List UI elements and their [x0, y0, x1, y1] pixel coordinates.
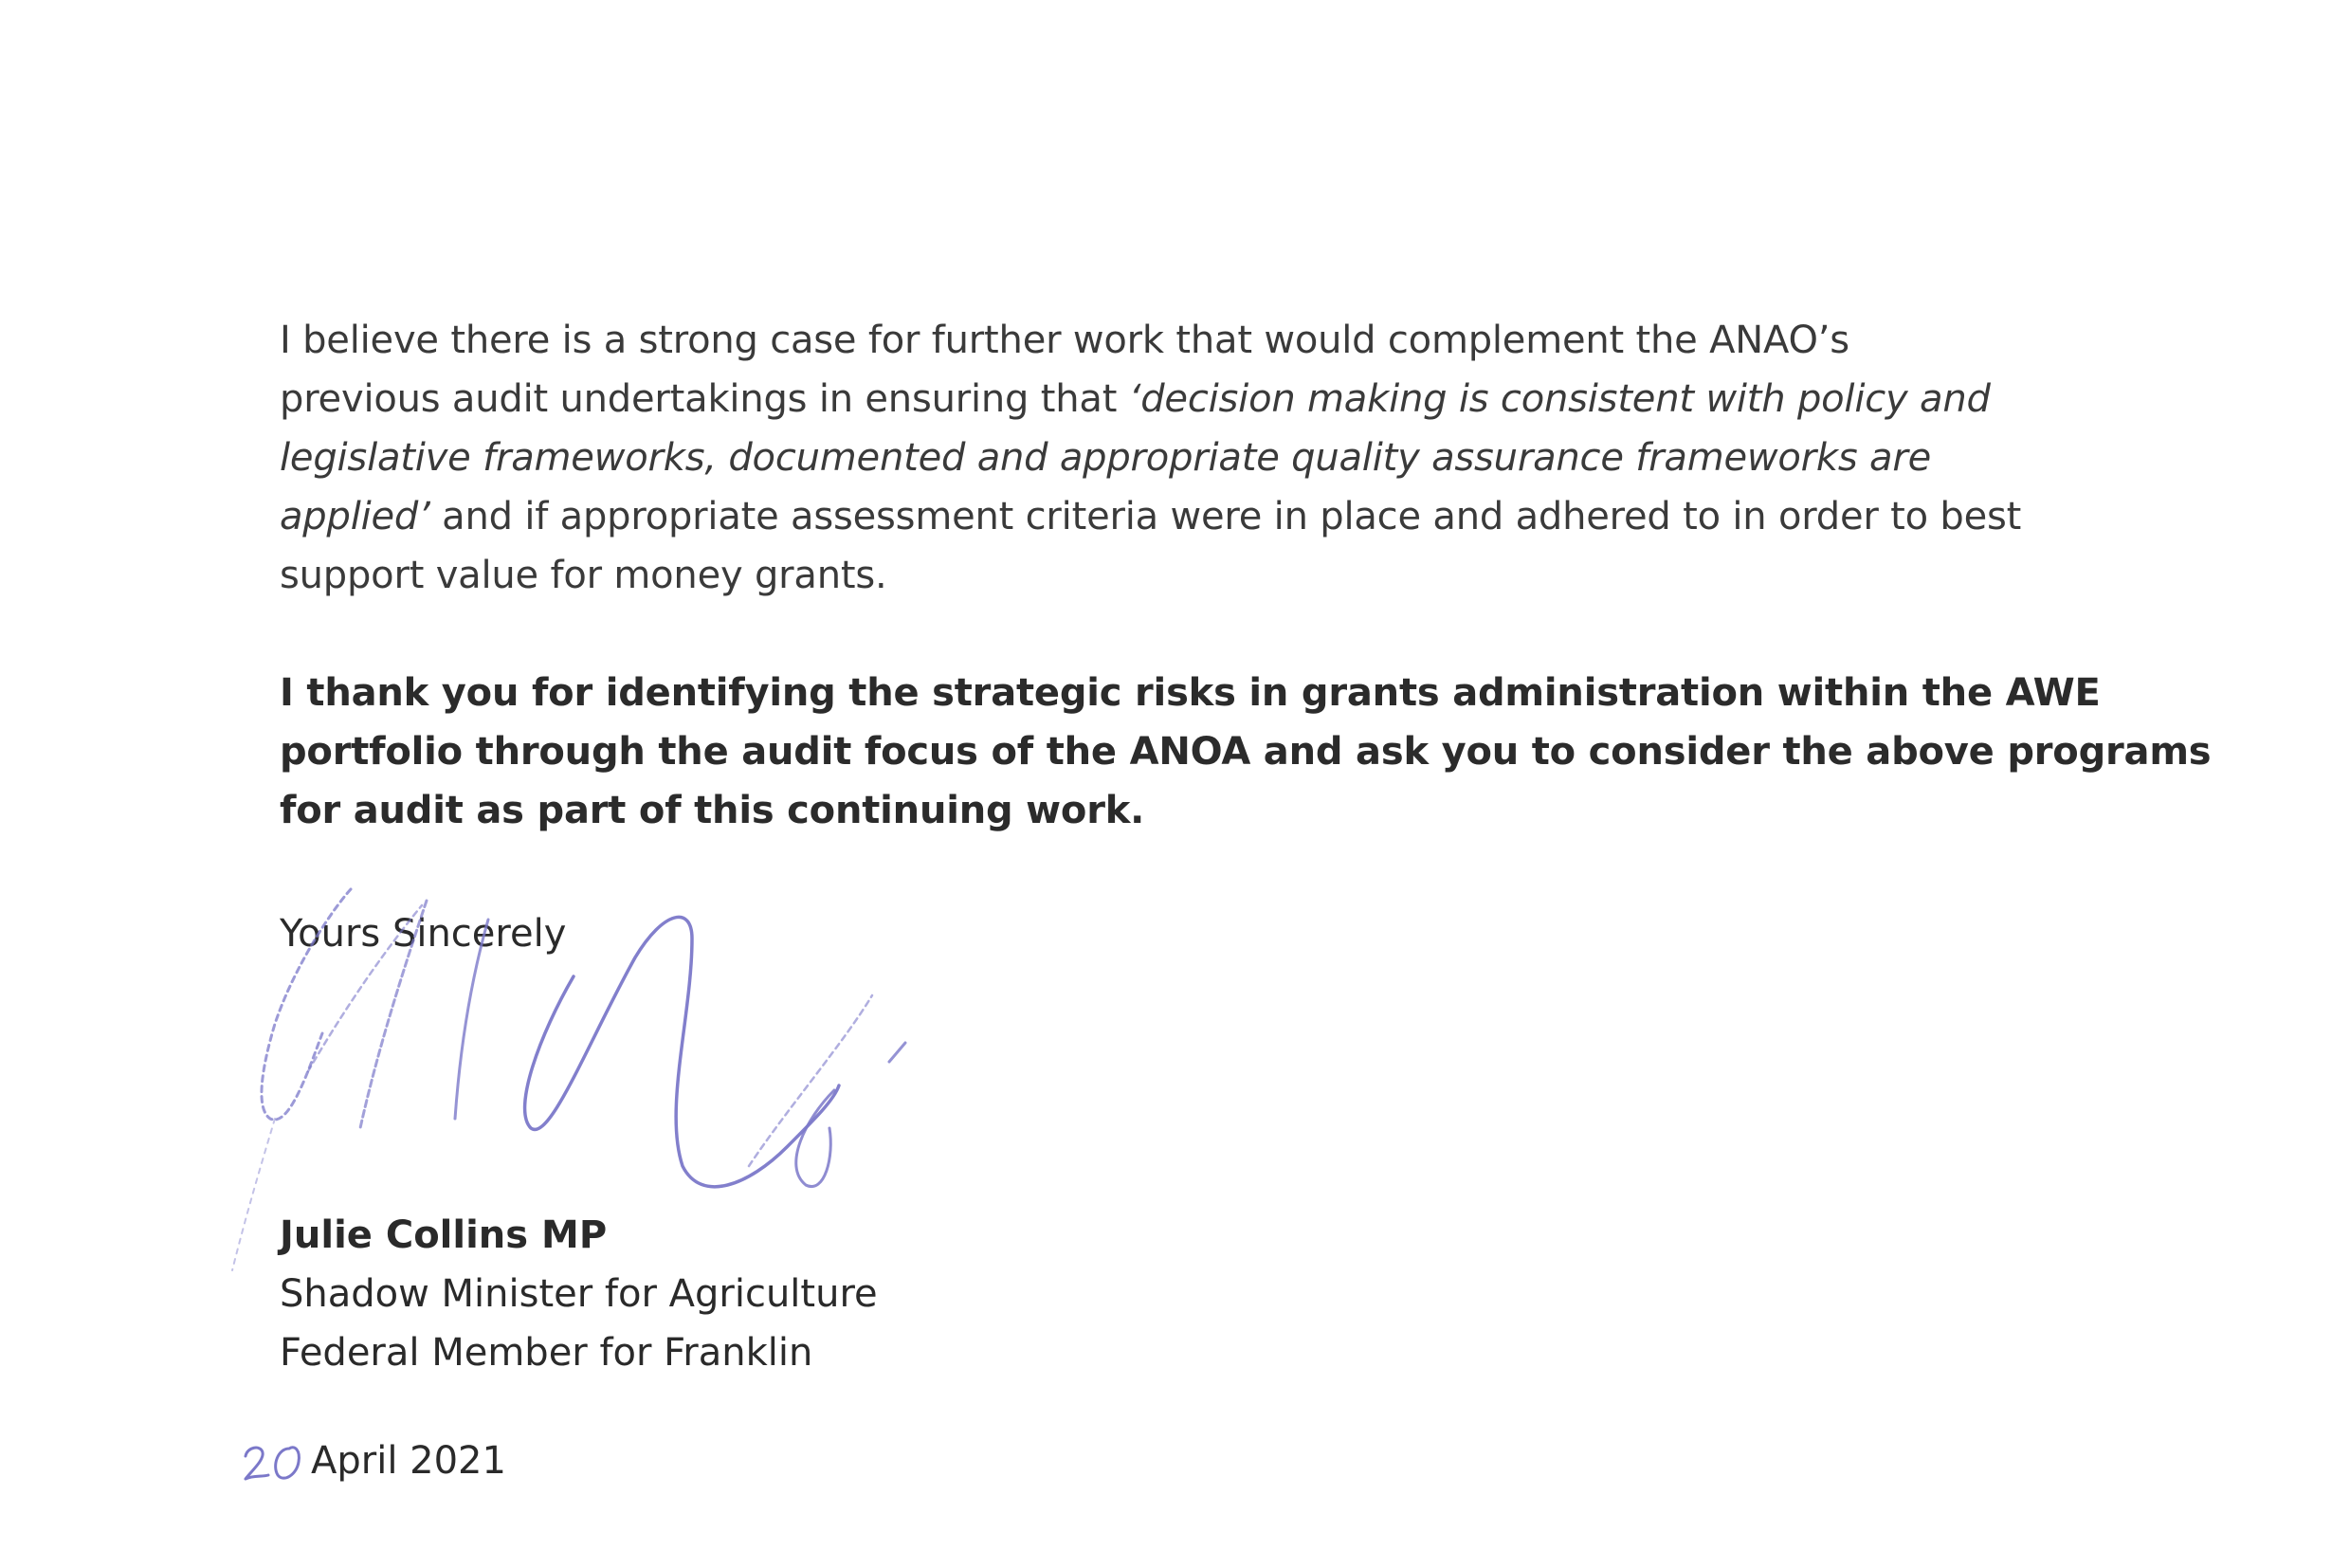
- handwritten-day-20: [240, 1433, 316, 1490]
- para1-line1: I believe there is a strong case for further work that would complement the ANAO’s: [280, 319, 1849, 362]
- closing-salutation: Yours Sincerely: [280, 912, 567, 956]
- para1-line5: support value for money grants.: [280, 554, 887, 597]
- para1-line4-rest: and if appropriate assessment criteria were in place and adhered to in order to best: [429, 495, 2022, 538]
- paragraph-thanks: [280, 664, 2211, 840]
- para1-line2-prefix: previous audit undertakings in ensuring that: [280, 377, 1129, 421]
- signatory-role-shadow-minister: Shadow Minister for Agriculture: [280, 1272, 878, 1316]
- para1-line4-quote: applied’: [280, 495, 430, 538]
- paragraph-audit-case: [280, 311, 2021, 605]
- para1-line2-quote: ‘decision making is consistent with policy and: [1128, 377, 1991, 421]
- signature-block: [280, 1206, 878, 1382]
- para1-line3-quote: legislative frameworks, documented and appropriate quality assurance frameworks are: [280, 436, 1931, 480]
- para2-line1: I thank you for identifying the strategic risks in grants administration within the AWE: [280, 671, 2101, 715]
- signatory-name: Julie Collins MP: [280, 1213, 608, 1257]
- para2-line3: for audit as part of this continuing work.: [280, 789, 1145, 832]
- para2-line2: portfolio through the audit focus of the ANOA and ask you to consider the above programs: [280, 730, 2212, 774]
- para1-line4: [280, 487, 2021, 546]
- letter-date: April 2021: [311, 1439, 506, 1483]
- signatory-role-federal-member: Federal Member for Franklin: [280, 1331, 813, 1375]
- para1-line2: [280, 370, 2021, 428]
